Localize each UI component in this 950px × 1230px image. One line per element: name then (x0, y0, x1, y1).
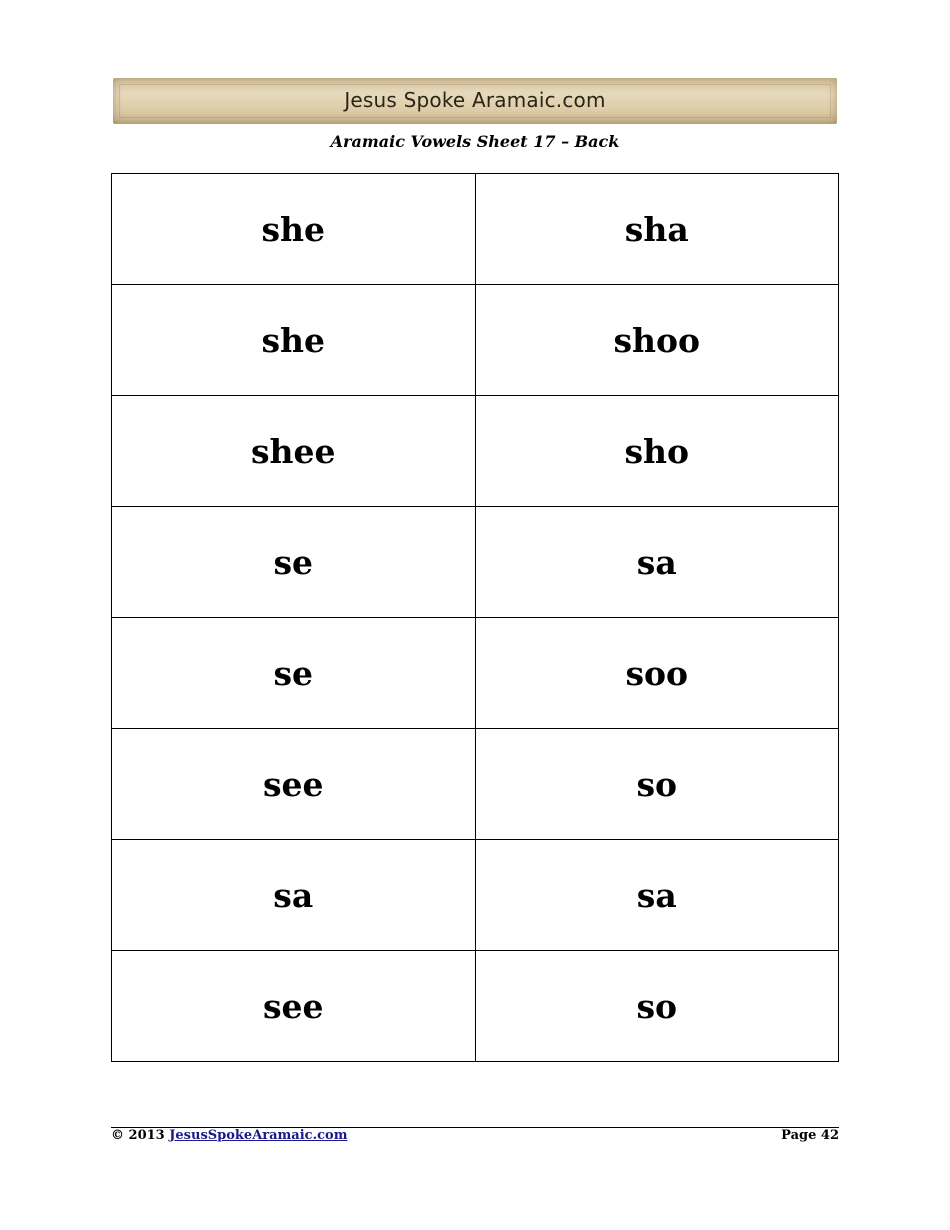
card-cell: soo (475, 618, 839, 729)
page-number: Page 42 (781, 1128, 839, 1143)
site-banner (113, 78, 837, 124)
table-row (112, 507, 839, 618)
copyright-text: © 2013 (111, 1128, 165, 1143)
table-row (112, 618, 839, 729)
table-row (112, 174, 839, 285)
banner-title: Jesus Spoke Aramaic.com (344, 88, 606, 112)
table-row (112, 840, 839, 951)
table-row (112, 951, 839, 1062)
table-row (112, 285, 839, 396)
card-cell: sha (475, 174, 839, 285)
card-cell: se (112, 507, 476, 618)
card-cell: so (475, 951, 839, 1062)
card-cell: sa (475, 840, 839, 951)
flashcard-grid (111, 173, 839, 1062)
card-cell: shee (112, 396, 476, 507)
card-cell: she (112, 285, 476, 396)
card-cell: sa (475, 507, 839, 618)
site-link[interactable]: JesusSpokeAramaic.com (169, 1128, 348, 1143)
table-row (112, 729, 839, 840)
card-cell: se (112, 618, 476, 729)
table-row (112, 396, 839, 507)
sheet-title: Aramaic Vowels Sheet 17 – Back (330, 132, 620, 151)
card-cell: so (475, 729, 839, 840)
footer-copyright (111, 1128, 347, 1143)
card-cell: see (112, 729, 476, 840)
card-cell: shoo (475, 285, 839, 396)
card-cell: she (112, 174, 476, 285)
card-cell: sho (475, 396, 839, 507)
card-cell: see (112, 951, 476, 1062)
card-cell: sa (112, 840, 476, 951)
